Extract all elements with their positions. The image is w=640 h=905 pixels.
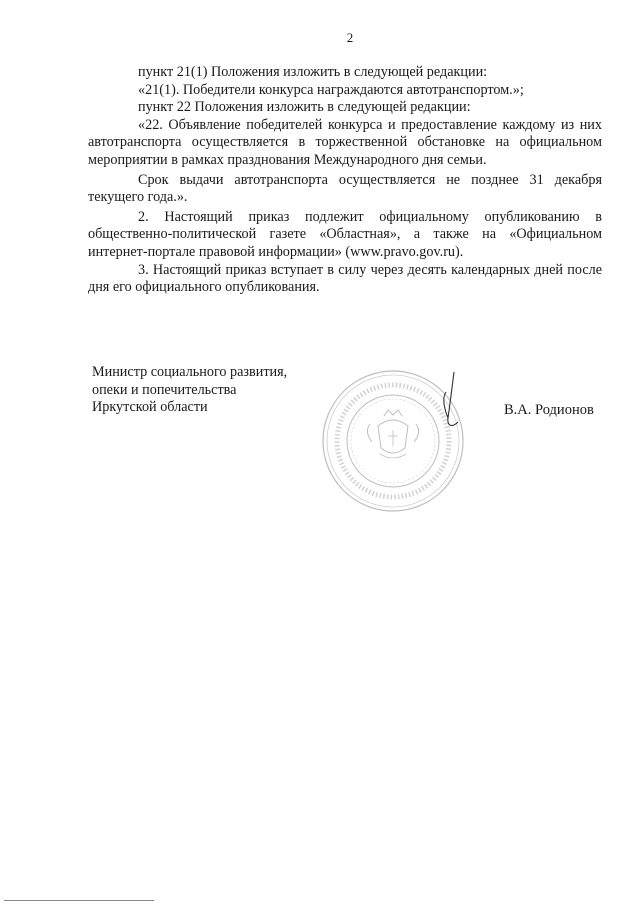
handwritten-signature-icon [428, 368, 468, 438]
paragraph-5: Срок выдачи автотранспорта осуществляется не позднее 31 декабря текущего года.». [88, 171, 602, 206]
signatory-title-line-3: Иркутской области [92, 399, 208, 415]
signatory-title [92, 364, 287, 417]
paragraph-4: «22. Объявление победителей конкурса и предоставление каждому из них автотранспорта осуществляется в торжественной обстановке на официальном мероприятии в рамках празднования Международного дня семьи. [88, 116, 602, 168]
paragraph-2: «21(1). Победители конкурса награждаются автотранспортом.»; [138, 81, 524, 98]
paragraph-1: пункт 21(1) Положения изложить в следующей редакции: [138, 64, 488, 80]
document-body [88, 64, 602, 297]
paragraph-3: пункт 22 Положения изложить в следующей редакции: [138, 99, 471, 116]
footer-divider [4, 900, 154, 901]
page-number: 2 [346, 30, 354, 45]
paragraph-6: 2. Настоящий приказ подлежит официальному опубликованию в общественно-политической газете «Областная», а также на «Официальном интернет-портале правовой информации» (www.pravo.gov.ru). [88, 208, 602, 260]
signatory-title-line-1: Министр социального развития, [92, 364, 288, 380]
paragraph-7: 3. Настоящий приказ вступает в силу через десять календарных дней после дня его официального опубликования. [88, 261, 602, 296]
signatory-title-line-2: опеки и попечительства [92, 381, 237, 398]
signatory-name: В.А. Родионов [504, 402, 594, 418]
